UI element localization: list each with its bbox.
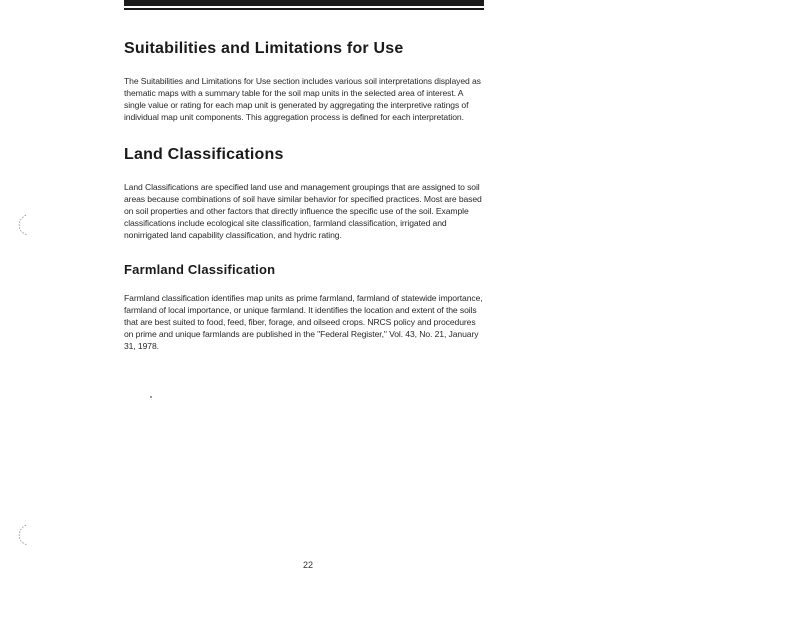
scan-speck	[150, 396, 152, 398]
section-body-suitabilities: The Suitabilities and Limitations for Use section includes various soil interpretations displayed as thematic maps with a summary table for the soil map units in the selected area of interest. A single value or rating for each map unit is generated by aggregating the interpretive ratings of individual map unit components. This aggregation process is defined for each interpretation.	[124, 76, 481, 122]
section-title-land-classifications: Land Classifications	[124, 146, 284, 163]
header-rule	[124, 8, 484, 10]
page-number: 22	[302, 560, 313, 570]
document-content	[124, 36, 484, 352]
section-body-land-classifications: Land Classifications are specified land use and management groupings that are assigned to soil areas because combinations of soil have similar behavior for specified practices. Most are based on soil properties and other factors that directly influence the specific use of the soil. Example classifications include ecological site classification, farmland classification, irrigated and nonirrigated land capability classification, and hydric rating.	[124, 182, 482, 240]
section-title-suitabilities: Suitabilities and Limitations for Use	[124, 40, 404, 57]
section-land-classifications	[124, 146, 484, 241]
section-body-farmland-classification: Farmland classification identifies map units as prime farmland, farmland of statewide importance, farmland of local importance, or unique farmland. It identifies the location and extent of the soils that are best suited to food, feed, fiber, forage, and oilseed crops. NRCS policy and procedures on prime and unique farmlands are published in the "Federal Register," Vol. 43, No. 21, January 31, 1978.	[124, 293, 483, 351]
scan-punch-hole-mark-upper	[16, 214, 30, 236]
section-farmland-classification	[124, 262, 484, 352]
header-banner-bar	[124, 0, 484, 6]
scan-punch-hole-mark-lower	[16, 524, 30, 546]
section-title-farmland-classification: Farmland Classification	[124, 262, 276, 277]
section-suitabilities	[124, 40, 484, 123]
